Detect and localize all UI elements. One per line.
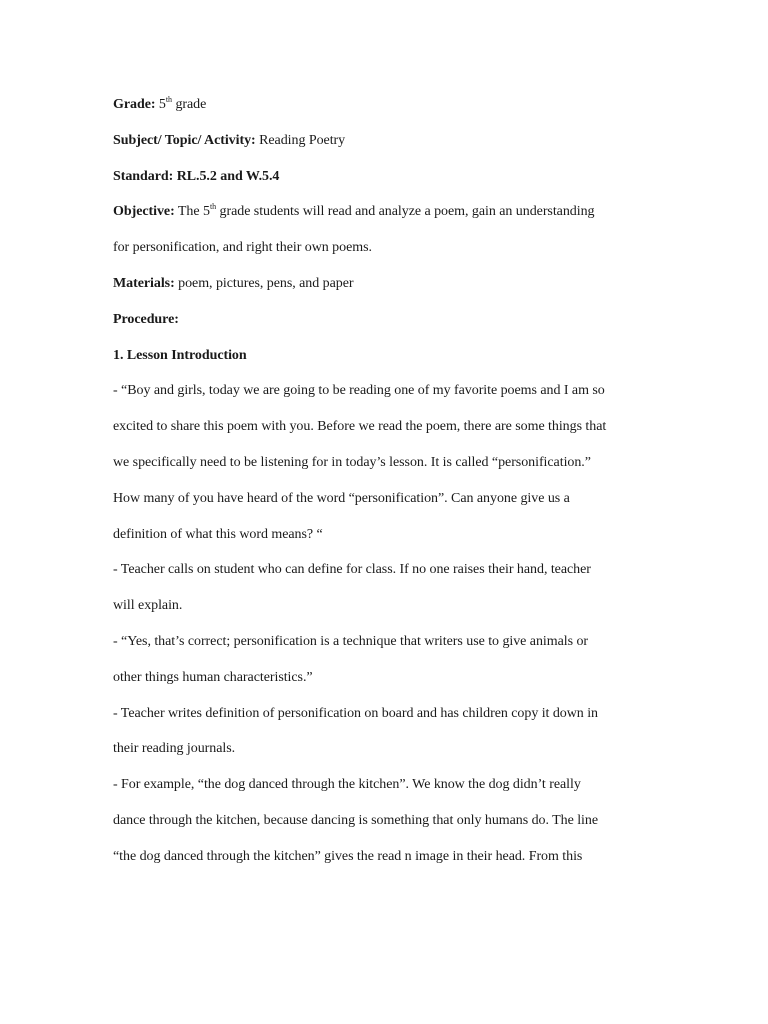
grade-label: Grade:	[113, 97, 156, 112]
body-line: dance through the kitchen, because dancing is something that only humans do. The line	[113, 812, 598, 828]
objective-line	[113, 194, 658, 230]
section-heading: 1. Lesson Introduction	[113, 347, 247, 363]
materials-line	[113, 266, 658, 302]
grade-text: grade	[175, 97, 207, 112]
materials-value: poem, pictures, pens, and paper	[178, 275, 354, 291]
subject-value: Reading Poetry	[259, 132, 346, 148]
materials-label: Materials:	[113, 275, 175, 291]
body-line: - “Yes, that’s correct; personification is a technique that writers use to give animals or	[113, 633, 589, 649]
body-line: will explain.	[113, 598, 183, 614]
body-line: excited to share this poem with you. Before we read the poem, there are some things that	[113, 419, 607, 435]
body-line: - Teacher calls on student who can define for class. If no one raises their hand, teacher	[113, 562, 591, 578]
standard-label: Standard:	[113, 168, 174, 184]
body-line: How many of you have heard of the word “personification”. Can anyone give us a	[113, 490, 570, 506]
procedure-label: Procedure:	[113, 311, 179, 327]
body-line: their reading journals.	[113, 741, 236, 757]
standard-value: RL.5.2 and W.5.4	[176, 168, 280, 184]
body-line: - For example, “the dog danced through the kitchen”. We know the dog didn’t really	[113, 777, 581, 793]
grade-number: 5	[158, 97, 166, 112]
body-line: other things human characteristics.”	[113, 669, 313, 685]
body-line: “the dog danced through the kitchen” gives the read n image in their head. From this	[113, 848, 583, 864]
objective-post: grade students will read and analyze a poem, gain an understanding	[219, 204, 595, 220]
body-line: we specifically need to be listening for in today’s lesson. It is called “personification.”	[113, 454, 591, 470]
standard-line	[113, 159, 658, 195]
objective-pre: The 5	[177, 204, 210, 220]
objective-line-2: for personification, and right their own poems.	[113, 240, 372, 256]
objective-label: Objective:	[113, 204, 175, 220]
objective-sup: th	[209, 202, 217, 212]
grade-suffix: th	[165, 95, 172, 104]
body-line: - Teacher writes definition of personification on board and has children copy it down in	[113, 705, 598, 721]
subject-label: Subject/ Topic/ Activity:	[113, 132, 256, 148]
body-line: - “Boy and girls, today we are going to be reading one of my favorite poems and I am so	[113, 383, 605, 399]
subject-line	[113, 123, 658, 159]
body-line: definition of what this word means? “	[113, 526, 323, 542]
grade-line	[113, 87, 658, 123]
lesson-plan-text	[113, 87, 658, 875]
